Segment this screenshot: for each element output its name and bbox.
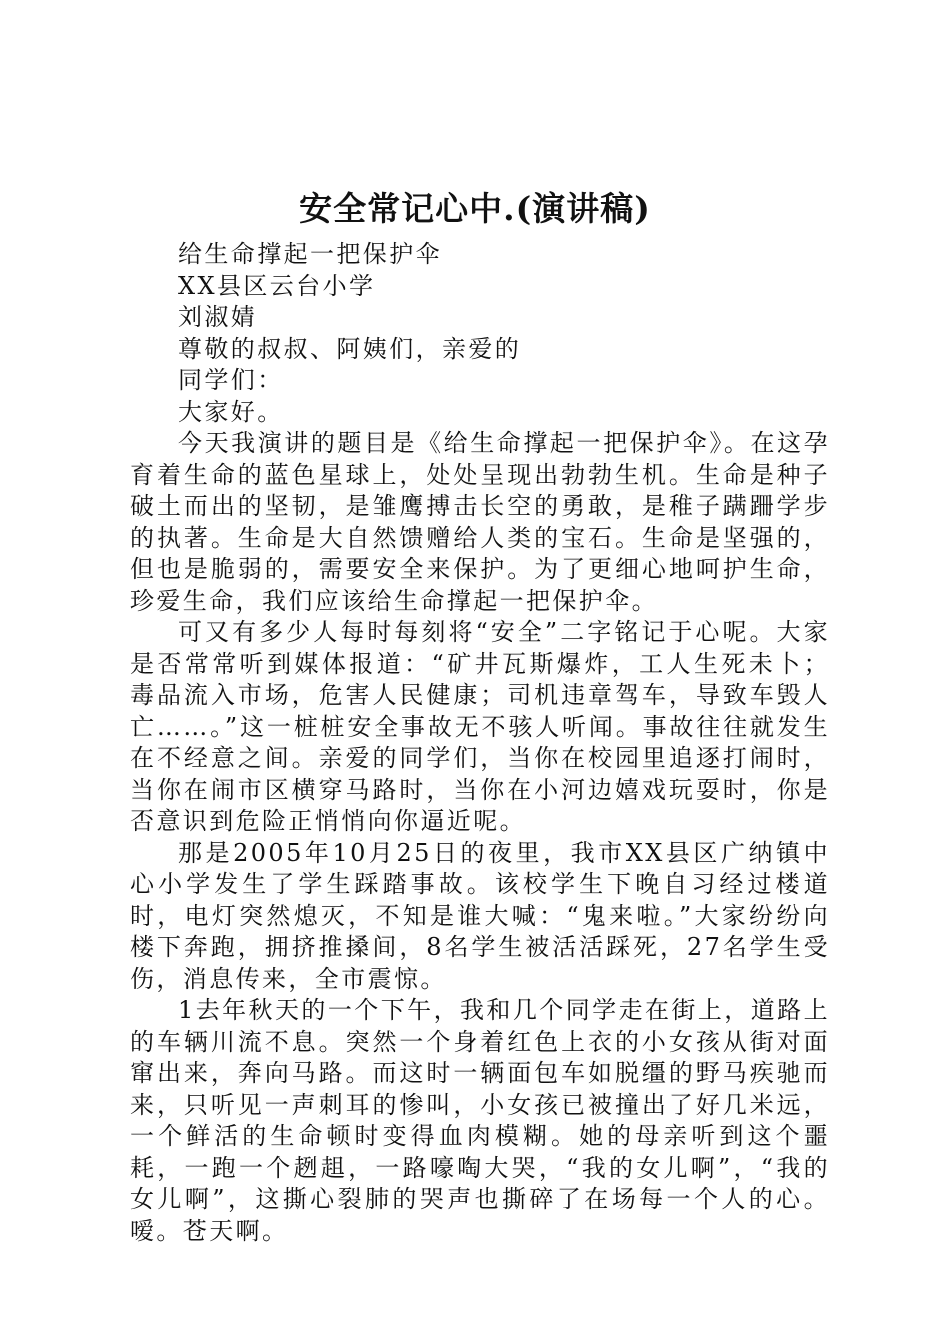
greeting: 大家好。 bbox=[178, 397, 284, 426]
document-title: 安全常记心中.(演讲稿) bbox=[299, 189, 651, 228]
school-name: XX县区云台小学 bbox=[178, 271, 376, 300]
paragraph-4: 1去年秋天的一个下午，我和几个同学走在街上，道路上的车辆川流不息。突然一个身着红色上衣的小女孩从街对面窜出来，奔向马路。而这时一辆面包车如脱缰的野马疾驰而来，只听见一声刺耳的惨叫，小女孩已被撞出了好几米远，一个鲜活的生命顿时变得血肉模糊。她的母亲听到这个噩耗，一跑一个趔趄，一路嚎啕大哭，“我的女儿啊”，“我的女儿啊”，这撕心裂肺的哭声也撕碎了在场每一个人的心。嗳。苍天啊。 bbox=[130, 996, 830, 1245]
speaker-name: 刘淑婧 bbox=[178, 303, 258, 331]
paragraph-1: 今天我演讲的题目是《给生命撑起一把保护伞》。在这孕育着生命的蓝色星球上，处处呈现出勃勃生机。生命是种子破土而出的坚韧，是雏鹰搏击长空的勇敢，是稚子蹒跚学步的执著。生命是大自然馈赠给人类的宝石。生命是坚强的，但也是脆弱的，需要安全来保护。为了更细心地呵护生命，珍爱生命，我们应该给生命撑起一把保护伞。 bbox=[130, 429, 830, 615]
speech-subtitle: 给生命撑起一把保护伞 bbox=[178, 240, 442, 268]
paragraph-2: 可又有多少人每时每刻将“安全”二字铭记于心呢。大家是否常常听到媒体报道：“矿井瓦斯爆炸，工人生死未卜；毒品流入市场，危害人民健康；司机违章驾车，导致车毁人亡……。”这一桩桩安全事故无不骇人听闻。事故往往就发生在不经意之间。亲爱的同学们，当你在校园里追逐打闹时，当你在闹市区横穿马路时，当你在小河边嬉戏玩耍时，你是否意识到危险正悄悄向你逼近呢。 bbox=[130, 618, 830, 835]
salutation-line-1: 尊敬的叔叔、阿姨们，亲爱的 bbox=[178, 334, 522, 363]
salutation-line-2: 同学们： bbox=[178, 366, 284, 394]
document-body bbox=[130, 239, 830, 1247]
paragraph-3: 那是2005年10月25日的夜里，我市XX县区广纳镇中心小学发生了学生踩踏事故。该校学生下晚自习经过楼道时，电灯突然熄灭，不知是谁大喊：“鬼来啦。”大家纷纷向楼下奔跑，拥挤推搡间，8名学生被活活踩死，27名学生受伤，消息传来，全市震惊。 bbox=[130, 838, 830, 993]
